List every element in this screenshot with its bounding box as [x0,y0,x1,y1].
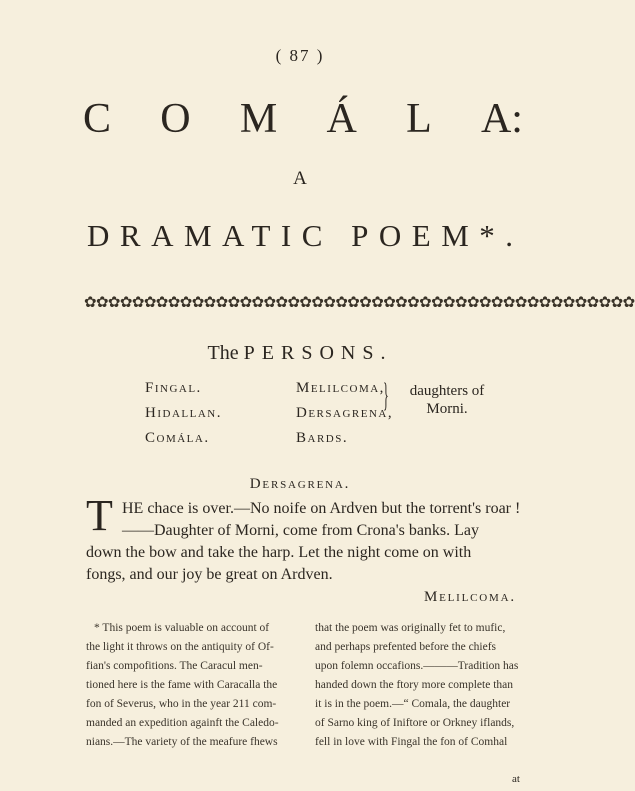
persons-heading [0,342,600,365]
catchword: at [512,773,520,785]
speech-line: down the bow and take the harp. Let the night come on with [86,544,472,561]
character-fingal: Fingal. [145,380,202,396]
title-letter: C [83,96,112,142]
speech-line: fongs, and our joy be great on Ardven. [86,566,333,583]
persons-the: The [207,342,239,364]
footnote-line: that the poem was originally fet to mufic, [315,622,506,634]
title-letter: A: [480,96,523,142]
title-letter: O [160,96,191,142]
footnote-line: fell in love with Fingal the fon of Comhal [315,736,508,748]
footnote-line: tioned here is the fame with Caracalla the [86,679,278,691]
poem-title [83,98,523,140]
footnote-line: upon folemn occafions.———Tradition has [315,660,519,672]
speaker-dersagrena: Dersagrena. [249,476,351,492]
daughters-note [397,382,497,418]
character-dersagrena: Dersagrena, [296,405,394,421]
footnote-line: * This poem is valuable on account of [94,622,270,634]
footnote-line: handed down the ftory more complete than [315,679,513,691]
footnote-line: of Sarno king of Iniftore or Orkney iflands, [315,717,515,729]
brace: } [383,377,389,414]
character-comala: Comála. [145,430,210,446]
daughters-note-line: daughters of [409,383,485,399]
footnote-line: fian's compofitions. The Caracul men- [86,660,263,672]
subtitle: DRAMATIC POEM*. [87,218,524,253]
speaker-melilcoma: Melilcoma. [424,589,516,605]
character-melilcoma: Melilcoma, [296,380,385,396]
title-letter: L [406,96,432,142]
footnote-line: nians.—The variety of the meafure fhews [86,736,278,748]
footnote-line: and perhaps prefented before the chiefs [315,641,497,653]
character-hidallan: Hidallan. [145,405,222,421]
subtitle-article: A [293,168,307,189]
footnote-line: manded an expedition againft the Caledo- [86,717,279,729]
footnote-line: it is in the poem.—“ Comala, the daughter [315,698,511,710]
drop-cap: T [86,491,113,540]
character-bards: Bards. [296,430,349,446]
ornamental-rule: ✿✿✿✿✿✿✿✿✿✿✿✿✿✿✿✿✿✿✿✿✿✿✿✿✿✿✿✿✿✿✿✿✿✿✿✿✿✿✿✿✿✿✿✿✿✿ [84,295,635,311]
page-number: ( 87 ) [275,46,325,65]
speech-line: HE chace is over.—No noife on Ardven but the torrent's roar ! [122,500,521,517]
footnote-line: the light it throws on the antiquity of Of- [86,641,274,653]
daughters-note-line: Morni. [426,401,468,417]
speech-line: ——Daughter of Morni, come from Crona's banks. Lay [122,522,480,539]
title-letter: M [239,96,278,142]
persons-word: PERSONS. [243,342,393,364]
title-letter-accented: Á [326,96,357,142]
footnote-line: fon of Severus, who in the year 211 com- [86,698,277,710]
